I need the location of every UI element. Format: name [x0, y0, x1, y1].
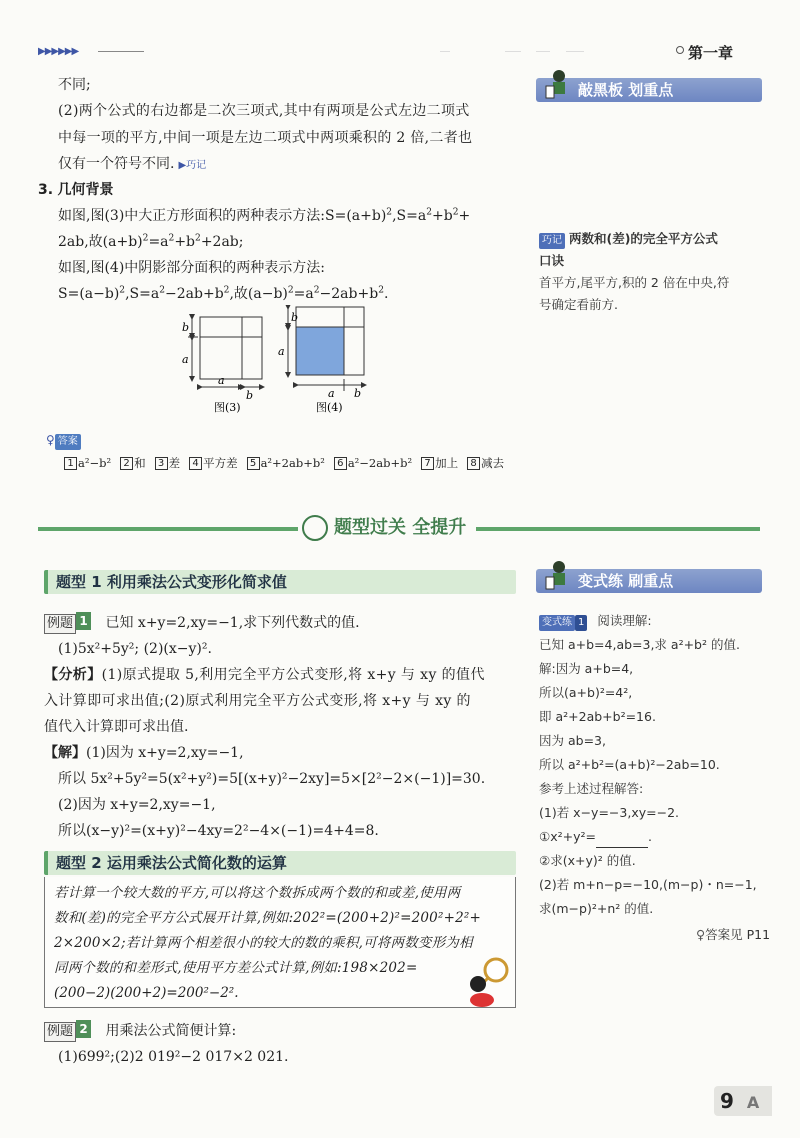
practice-line: 所以(a+b)²=4²,: [539, 685, 633, 700]
example-2-question: 例题 2 用乘法公式简便计算:: [44, 1020, 236, 1042]
example-number: 1: [76, 612, 91, 630]
method-text: 若计算一个较大数的平方,可以将这个数拆成两个数的和或差,使用两: [54, 885, 461, 901]
tip-tag: 巧记: [539, 233, 565, 249]
header-line: [98, 51, 144, 52]
answer-number: 6: [334, 457, 347, 470]
practice-line: ①x²+y²= .: [539, 826, 652, 848]
text-line: (2)两个公式的右边都是二次三项式,其中有两项是公式左边二项式: [58, 103, 470, 119]
practice-line: (1)若 x−y=−3,xy=−2.: [539, 805, 679, 820]
tip-ref-link[interactable]: ▶巧记: [178, 160, 207, 171]
answer-number: 3: [155, 457, 168, 470]
geometry-figures: [178, 305, 398, 415]
mnemonic-heading: 巧记 两数和(差)的完全平方公式: [539, 228, 718, 250]
dim-label-b: b: [182, 321, 190, 334]
dim-label-a: a: [218, 374, 225, 387]
answer-value: 平方差: [203, 456, 238, 470]
practice-title: 变式练 1 阅读理解:: [539, 610, 652, 632]
header-dash: [536, 51, 550, 52]
example-tag: 例题: [44, 1022, 76, 1042]
figure-caption: 图(3): [214, 401, 241, 414]
answer-blank[interactable]: [596, 834, 648, 848]
figure-4: [278, 307, 364, 414]
teacher-figure-icon: [544, 68, 572, 102]
page-number: 9 A: [714, 1086, 772, 1116]
text-line: 如图,图(4)中阴影部分面积的两种表示方法:: [58, 260, 325, 276]
text-line: $S=(a-b)^2,S=a^2-2ab+b^2$,故$(a-b)^2=a^2-2ab+b^2$.: [58, 285, 389, 302]
dim-label-a: a: [328, 387, 335, 400]
magnifier-mascot-icon: [462, 956, 514, 1008]
grade-a-logo-icon: A: [746, 1093, 760, 1112]
practice-line: 已知 a+b=4,ab=3,求 a²+b² 的值.: [539, 637, 740, 652]
text-line: 中每一项的平方,中间一项是左边二项式中两项乘积的 2 倍,二者也: [58, 130, 473, 146]
teacher-figure-icon: [544, 559, 572, 593]
section-heading: 3. 几何背景: [38, 182, 114, 198]
practice-tag: 变式练: [539, 615, 575, 631]
answer-number: 5: [247, 457, 260, 470]
example-number: 2: [76, 1020, 91, 1038]
text-line: 如图,图(3)中大正方形面积的两种表示方法$:S=(a+b)^2,S=a^2+b^2+$: [58, 207, 471, 224]
example-1-parts: (1)5x²+5y²; (2)(x−y)².: [58, 641, 212, 657]
section-divider-title: 题型过关 全提升: [298, 513, 476, 543]
example-2-parts: (1)699²;(2)2 019²−2 017×2 021.: [58, 1049, 289, 1065]
example-tag: 例题: [44, 614, 76, 634]
practice-line: 即 a²+2ab+b²=16.: [539, 709, 656, 724]
answer-number: 7: [421, 457, 434, 470]
method-text: 同两个数的和差形式,使用平方差公式计算,例如:198×202=: [54, 960, 418, 976]
text-line: 不同;: [58, 77, 91, 93]
text-line: 仅有一个符号不同. ▶巧记: [58, 156, 207, 172]
analysis-line: 入计算即可求出值;(2)原式利用完全平方公式变形,将 x+y 与 xy 的: [44, 693, 471, 709]
practice-line: ②求(x+y)² 的值.: [539, 853, 636, 868]
answer-value: 减去: [481, 456, 505, 470]
figure-3: [182, 317, 262, 414]
dim-label-b: b: [291, 311, 299, 324]
method-text: 数和(差)的完全平方公式展开计算,例如:202²=(200+2)²=200²+2²+: [54, 910, 481, 926]
dim-label-a: a: [278, 345, 285, 358]
answer-number: 1: [64, 457, 77, 470]
practice-line: 求(m−p)²+n² 的值.: [539, 901, 654, 916]
chapter-dot-icon: [676, 46, 684, 54]
solution-line: (2)因为 x+y=2,xy=−1,: [58, 797, 216, 813]
lightbulb-icon: ♀: [46, 433, 55, 447]
solution-line: 所以 5x²+5y²=5(x²+y²)=5[(x+y)²−2xy]=5×[2²−2×(−1)]=30.: [58, 771, 486, 787]
analysis-line: 【分析】(1)原式提取 5,利用完全平方公式变形,将 x+y 与 xy 的值代: [44, 667, 485, 683]
dim-label-a: a: [182, 353, 189, 366]
practice-line: 因为 ab=3,: [539, 733, 606, 748]
answer-value: a²−b²: [78, 456, 112, 470]
answer-number: 2: [120, 457, 133, 470]
emblem-icon: [302, 515, 328, 541]
solution-line: 【解】(1)因为 x+y=2,xy=−1,: [44, 745, 244, 761]
type-1-title: 题型 1 利用乘法公式变形化简求值: [44, 570, 516, 594]
practice-line: (2)若 m+n−p=−10,(m−p)・n=−1,: [539, 877, 757, 892]
header-dash: [440, 51, 450, 52]
lightbulb-icon: ♀: [696, 927, 706, 942]
answer-number: 8: [467, 457, 480, 470]
practice-line: 解:因为 a+b=4,: [539, 661, 634, 676]
dim-label-b: b: [354, 387, 362, 400]
method-text: (200−2)(200+2)=200²−2².: [54, 985, 239, 1001]
shaded-region: [296, 327, 344, 375]
practice-line: 参考上述过程解答:: [539, 781, 644, 796]
example-1-question: 例题 1 已知 x+y=2,xy=−1,求下列代数式的值.: [44, 612, 360, 634]
figure-caption: 图(4): [316, 401, 343, 414]
header-arrows: ▶▶▶▶▶▶: [38, 46, 79, 57]
answer-value: a²−2ab+b²: [347, 456, 413, 470]
dim-label-b: b: [246, 389, 254, 402]
answer-value: a²+2ab+b²: [260, 456, 325, 470]
solution-line: 所以(x−y)²=(x+y)²−4xy=2²−4×(−1)=4+4=8.: [58, 823, 379, 839]
type-2-title: 题型 2 运用乘法公式简化数的运算: [44, 851, 516, 875]
answer-value: 和: [134, 456, 146, 470]
method-text: 2×200×2;若计算两个相差很小的较大的数的乘积,可将两数变形为相: [54, 935, 473, 951]
mnemonic-line: 号确定看前方.: [539, 297, 618, 312]
answer-value: 加上: [435, 456, 459, 470]
answer-reference[interactable]: ♀答案见 P11: [696, 927, 771, 942]
mnemonic-line: 首平方,尾平方,积的 2 倍在中央,符: [539, 275, 730, 290]
answers-label: ♀ 答案: [46, 432, 81, 450]
answer-number: 4: [189, 457, 202, 470]
text-line: 2ab,故$(a+b)^2=a^2+b^2+2ab$;: [58, 233, 244, 250]
answer-value: 差: [168, 456, 181, 470]
mnemonic-heading-2: 口诀: [539, 253, 565, 268]
header-dash: [566, 51, 584, 52]
analysis-line: 值代入计算即可求出值.: [44, 719, 189, 735]
chapter-title: 第一章: [688, 44, 734, 62]
header-dash: [505, 51, 521, 52]
practice-line: 所以 a²+b²=(a+b)²−2ab=10.: [539, 757, 720, 772]
answers-list: [64, 451, 513, 474]
sidebar-banner: 变式练 刷重点: [536, 569, 762, 593]
sidebar-banner: 敲黑板 划重点: [536, 78, 762, 102]
